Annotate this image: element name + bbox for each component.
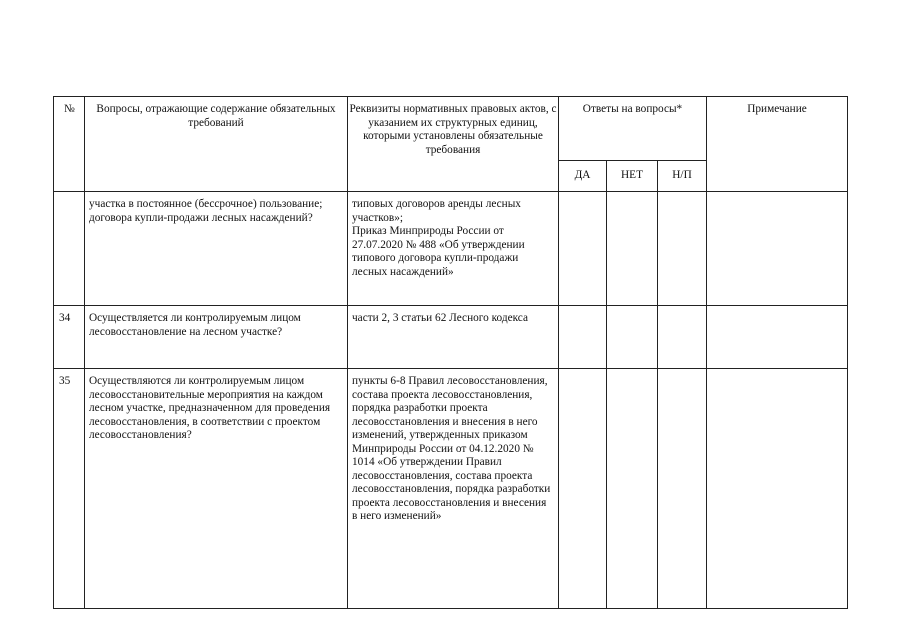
row-requisites: [348, 192, 559, 306]
table-row: [54, 306, 848, 369]
row-question: Осуществляются ли контролируемым лицом лесовосстановительные мероприятия на каждом лесном участке, предназначенном для проведения лесовосстановления, в соответствии с проектом лесовосстановления?: [85, 369, 348, 609]
answer-na-cell[interactable]: [658, 369, 707, 609]
row-question: Осуществляется ли контролируемым лицом лесовосстановление на лесном участке?: [85, 306, 348, 369]
answer-yes-cell[interactable]: [559, 306, 607, 369]
table-header-row: [54, 97, 848, 161]
row-question: участка в постоянное (бессрочное) пользование; договора купли-продажи лесных насаждений?: [85, 192, 348, 306]
checklist-table: [53, 96, 848, 609]
header-note: Примечание: [707, 97, 848, 192]
header-answer-yes: ДА: [559, 161, 607, 192]
row-number: [54, 192, 85, 306]
row-requisites: пункты 6-8 Правил лесовосстановления, состава проекта лесовосстановления, порядка разработки проекта лесовосстановления и внесения в него изменений, утвержденных приказом Минприроды России от 04.12.2020 № 1014 «Об утверждении Правил лесовосстановления, состава проекта лесовосстановления, порядка разработки проекта лесовосстановления и внесения в него изменений»: [348, 369, 559, 609]
table-row: [54, 192, 848, 306]
header-answers: Ответы на вопросы*: [559, 97, 707, 161]
table-row: [54, 369, 848, 609]
answer-no-cell[interactable]: [607, 369, 658, 609]
answer-yes-cell[interactable]: [559, 369, 607, 609]
header-answer-no: НЕТ: [607, 161, 658, 192]
row-number: 34: [54, 306, 85, 369]
answer-na-cell[interactable]: [658, 192, 707, 306]
answer-na-cell[interactable]: [658, 306, 707, 369]
header-requisites: Реквизиты нормативных правовых актов, с указанием их структурных единиц, которыми установлены обязательные требования: [348, 97, 559, 192]
header-questions: Вопросы, отражающие содержание обязательных требований: [85, 97, 348, 192]
answer-no-cell[interactable]: [607, 192, 658, 306]
row-requisites: части 2, 3 статьи 62 Лесного кодекса: [348, 306, 559, 369]
note-cell[interactable]: [707, 306, 848, 369]
header-answer-na: Н/П: [658, 161, 707, 192]
answer-yes-cell[interactable]: [559, 192, 607, 306]
row-number: 35: [54, 369, 85, 609]
answer-no-cell[interactable]: [607, 306, 658, 369]
note-cell[interactable]: [707, 369, 848, 609]
requisites-line: типовых договоров аренды лесных участков»; Приказ Минприроды России от 27.07.2020 № 488 «Об утверждении типового договора купли-продажи лесных насаждений»: [352, 198, 525, 278]
header-number: №: [54, 97, 85, 192]
note-cell[interactable]: [707, 192, 848, 306]
